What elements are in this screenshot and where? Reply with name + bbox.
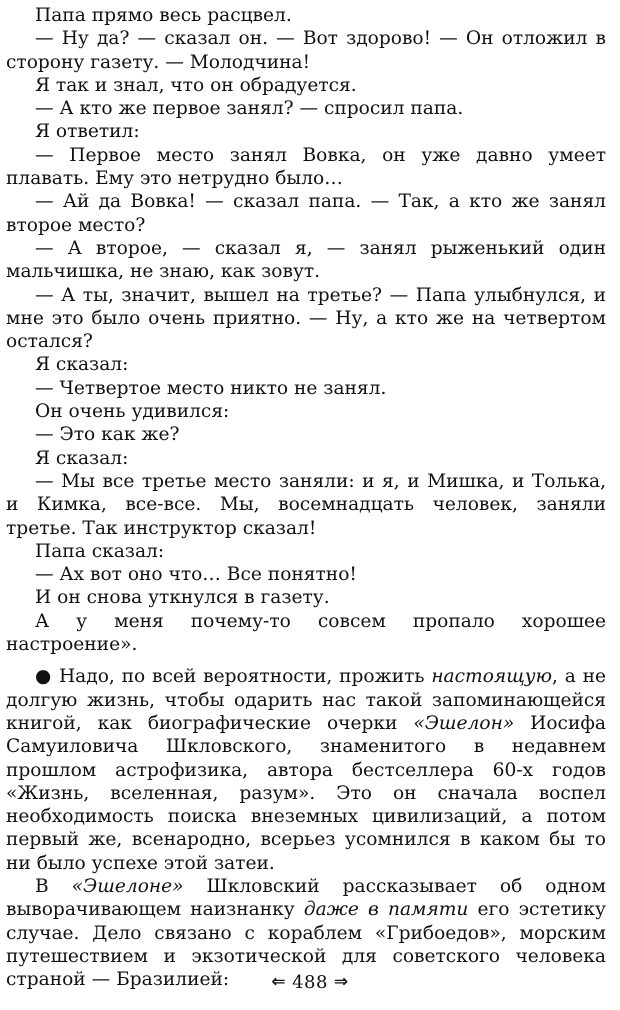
- dialogue-line: — Это как же?: [35, 424, 180, 446]
- dialogue-line: — А ты, значит, вышел на третье? — Папа улыбнулся, и мне это было очень приятно. — Ну, а кто же на четвертом остался?: [6, 284, 606, 353]
- text-run: В: [35, 875, 72, 897]
- emphasis: даже в памяти: [303, 899, 469, 921]
- dialogue-line: — Мы все третье место заняли: и я, и Мишка, и Толька, и Кимка, все-все. Мы, восемнадцать человек, заняли третье. Так инструктор сказал!: [6, 470, 606, 539]
- dialogue-line: Он очень удивился:: [35, 401, 230, 423]
- dialogue-line: — А второе, — сказал я, — занял рыженький один мальчишка, не знаю, как зовут.: [6, 237, 606, 283]
- bullet-icon: ●: [35, 666, 53, 688]
- text-run: Шкловский рассказывает об одном выворачивающем наизнанку: [6, 875, 606, 921]
- emphasis: настоящую: [431, 666, 552, 688]
- dialogue-line: Я ответил:: [35, 121, 140, 143]
- dialogue-line: — Ну да? — сказал он. — Вот здорово! — Он отложил в сторону газету. — Молодчина!: [6, 28, 606, 73]
- right-arrow-icon: ⇒: [333, 972, 349, 992]
- dialogue-line: И он снова уткнулся в газету.: [35, 587, 330, 609]
- dialogue-line: — А кто же первое занял? — спросил папа.: [35, 98, 464, 120]
- dialogue-line: А у меня почему-то совсем пропало хорошее настроение».: [6, 610, 606, 656]
- dialogue-line: Папа сказал:: [35, 540, 165, 562]
- left-arrow-icon: ⇐: [271, 972, 287, 992]
- dialogue-line: — Ай да Вовка! — сказал папа. — Так, а кто же занял второе место?: [6, 191, 606, 236]
- text-run: Надо, по всей вероятности, прожить: [58, 666, 432, 688]
- book-title-emphasis: «Эшелоне»: [71, 875, 184, 897]
- text-run: его эстетику случае. Дело связано с кораблем «Грибоедов», морским путешествием и экзотической для советского человека страной — Бразилией:: [6, 899, 606, 991]
- dialogue-line: — Первое место занял Вовка, он уже давно умеет плавать. Ему это нетрудно было…: [6, 144, 606, 190]
- text-run: , а не долгую жизнь, чтобы одарить нас такой запоминающейся книгой, как биографические очерки: [6, 666, 606, 734]
- text-run: Иосифа Самуиловича Шкловского, знаменитого в недавнем прошлом астрофизика, автора бестселлера 60-х годов «Жизнь, вселенная, разум». Это он сначала воспел необходимость поиска внеземных цивилизаций, а потом первый же, всенародно, всерьез усомнился в каком бы то ни было успехе этой затеи.: [6, 712, 606, 874]
- dialogue-line: — Четвертое место никто не занял.: [35, 377, 387, 399]
- page-body: [6, 4, 606, 991]
- dialogue-line: Я так и знал, что он обрадуется.: [35, 74, 357, 96]
- book-title-emphasis: «Эшелон»: [413, 712, 515, 734]
- page-footer: [0, 972, 620, 993]
- dialogue-line: Я сказал:: [35, 354, 129, 376]
- dialogue-line: Папа прямо весь расцвел.: [35, 5, 292, 26]
- dialogue-line: — Ах вот оно что… Все понятно!: [35, 564, 357, 586]
- dialogue-line: Я сказал:: [35, 447, 129, 469]
- section-gap: [6, 656, 606, 665]
- page-number: 488: [292, 972, 328, 993]
- essay-paragraph-1: [6, 665, 606, 875]
